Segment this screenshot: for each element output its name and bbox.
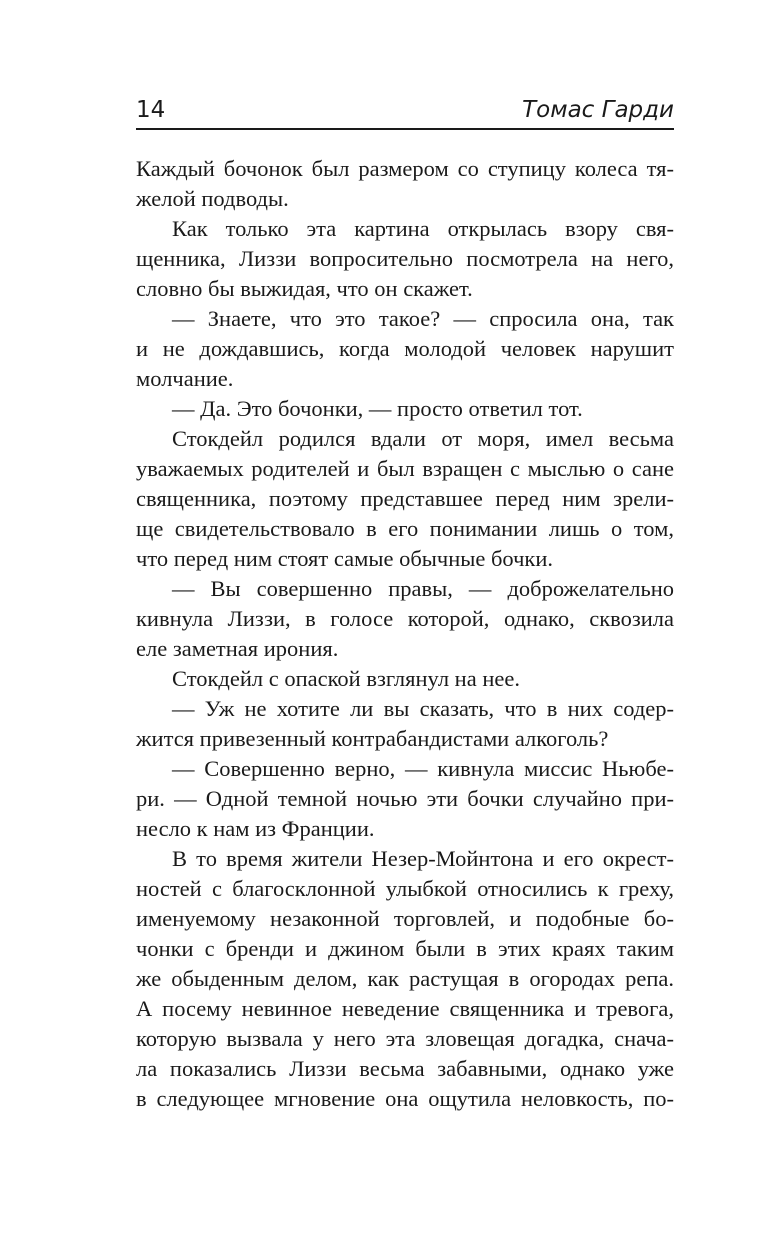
text-line: — Вы совершенно правы, — доброжелательно [172, 576, 674, 601]
text-line: ностей с благосклонной улыбкой относились к греху, [136, 876, 674, 901]
text-line: — Уж не хотите ли вы сказать, что в них содер- [172, 696, 674, 721]
text-line: желой подводы. [136, 186, 289, 211]
text-line: молчание. [136, 366, 234, 391]
text-line: — Знаете, что это такое? — спросила она, так [172, 306, 674, 331]
text-line: что перед ним стоят самые обычные бочки. [136, 546, 554, 571]
text-line: и не дождавшись, когда молодой человек нарушит [136, 336, 674, 361]
running-header [136, 96, 674, 130]
text-line: жится привезенный контрабандистами алкоголь? [136, 726, 609, 751]
text-line: еле заметная ирония. [136, 636, 339, 661]
text-line: — Совершенно верно, — кивнула миссис Ньюбе- [172, 756, 674, 781]
text-line: которую вызвала у него эта зловещая догадка, снача- [136, 1026, 674, 1051]
text-line: священника, поэтому представшее перед ним зрели- [136, 486, 674, 511]
text-line: уважаемых родителей и был взращен с мыслью о сане [136, 456, 674, 481]
text-line: ла показались Лиззи весьма забавными, однако уже [136, 1056, 674, 1081]
text-line: словно бы выжидая, что он скажет. [136, 276, 473, 301]
page-number: 14 [136, 97, 166, 123]
text-line: Как только эта картина открылась взору свя- [172, 216, 674, 241]
text-line: Каждый бочонок был размером со ступицу колеса тя- [136, 156, 674, 181]
text-line: В то время жители Незер-Мойнтона и его окрест- [172, 846, 674, 871]
text-line: несло к нам из Франции. [136, 816, 375, 841]
text-line: ри. — Одной темной ночью эти бочки случайно при- [136, 786, 674, 811]
text-line: ще свидетельствовало в его понимании лишь о том, [136, 516, 674, 541]
text-line: — Да. Это бочонки, — просто ответил тот. [172, 396, 583, 421]
running-title: Томас Гарди [522, 97, 674, 123]
text-line: Стокдейл с опаской взглянул на нее. [172, 666, 520, 691]
text-line: именуемому незаконной торговлей, и подобные бо- [136, 906, 674, 931]
text-line: Стокдейл родился вдали от моря, имел весьма [172, 426, 674, 451]
text-line: же обыденным делом, как растущая в огородах репа. [136, 966, 674, 991]
text-line: чонки с бренди и джином были в этих краях таким [136, 936, 674, 961]
text-line: щенника, Лиззи вопросительно посмотрела на него, [136, 246, 674, 271]
text-line: А посему невинное неведение священника и тревога, [136, 996, 674, 1021]
text-line: кивнула Лиззи, в голосе которой, однако, сквозила [136, 606, 674, 631]
body-text [136, 154, 674, 1114]
text-line: в следующее мгновение она ощутила неловкость, по- [136, 1086, 674, 1111]
